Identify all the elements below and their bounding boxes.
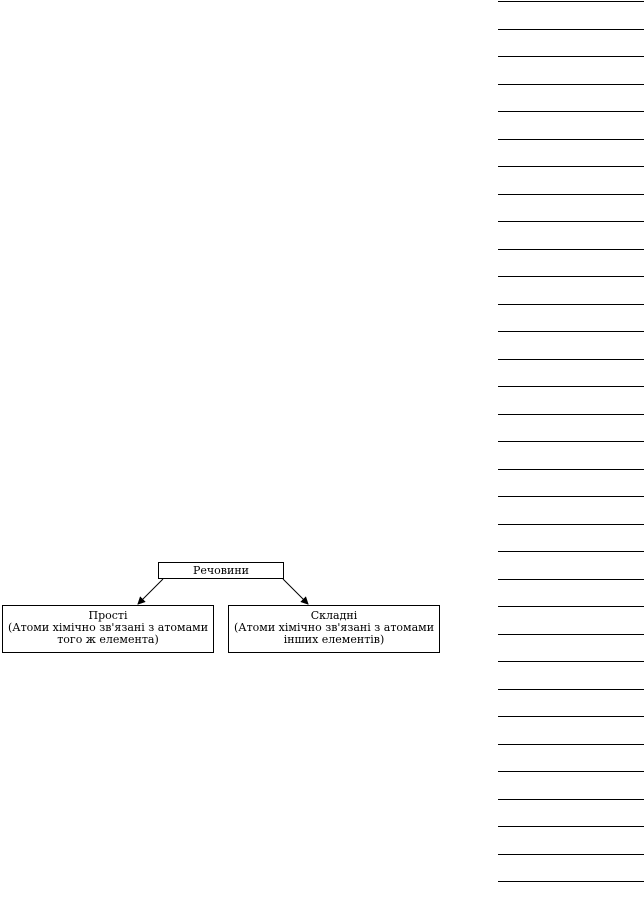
complex-substances-desc-line-1: (Атоми хімічно зв'язані з атомами — [233, 621, 435, 634]
root-node-label: Речовини — [193, 564, 249, 577]
simple-substances-title: Прості — [88, 609, 128, 622]
complex-substances-node — [228, 605, 440, 653]
simple-substances-node — [2, 605, 214, 653]
root-node — [158, 562, 284, 579]
complex-substances-title: Складні — [310, 609, 358, 622]
complex-substances-desc-line-2: інших елементів) — [283, 633, 385, 646]
simple-substances-desc-line-2: того ж елемента) — [57, 633, 159, 646]
simple-substances-desc-line-1: (Атоми хімічно зв'язані з атомами — [7, 621, 209, 634]
